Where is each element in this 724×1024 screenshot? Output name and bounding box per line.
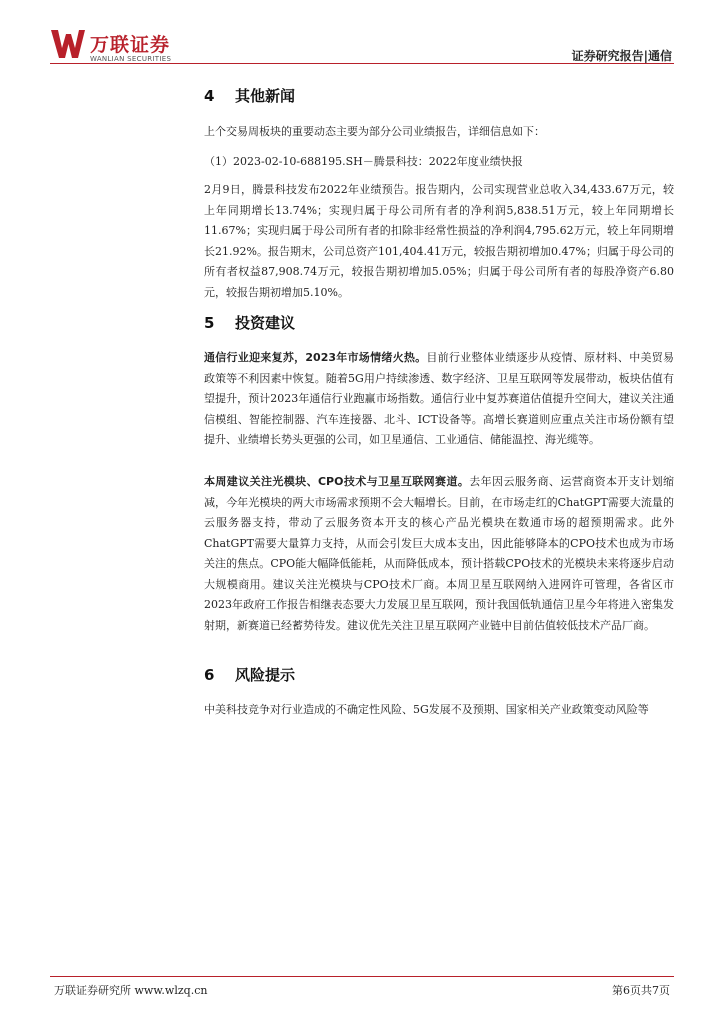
section-6-heading — [204, 664, 295, 685]
section-6-title: 风险提示 — [235, 666, 296, 684]
logo-brand-en: WANLIAN SECURITIES — [90, 55, 172, 63]
logo-w-icon — [50, 28, 86, 60]
risk-warning-body: 中美科技竞争对行业造成的不确定性风险、5G发展不及预期、国家相关产业政策变动风险等 — [204, 703, 649, 716]
section-4-intro: 上个交易周板块的重要动态主要为部分公司业绩报告，详细信息如下： — [204, 125, 545, 138]
footer-institute: 万联证券研究所 www.wlzq.cn — [54, 984, 208, 997]
section-4-news-body: 2月9日，腾景科技发布2022年业绩预告。报告期内，公司实现营业总收入34,433.67万元，较上年同期增长13.74%；实现归属于母公司所有者的净利润5,838.51万元，较上年同期增长11.67%；实现归属于母公司所有者的扣除非经常性损益的净利润4,795.62万元，较上年同期增长21.92%。报告期末，公司总资产101,404.41万元，较报告期初增加0.47%；归属于母公司的所有者权益87,908.74万元，较报告期初增加5.05%；归属于母公司所有者的每股净资产6.80元，较报告期初增加5.10%。 — [204, 183, 674, 299]
page-header — [0, 0, 724, 70]
section-5-heading — [204, 312, 295, 333]
company-logo — [50, 28, 210, 68]
section-6-number: 6 — [204, 666, 215, 684]
investment-paragraph-1-body: 目前行业整体业绩逐步从疫情、原材料、中美贸易政策等不利因素中恢复。随着5G用户持续渗透、数字经济、卫星互联网等发展带动，板块估值有望提升，预计2023年通信行业跑赢市场指数。通信行业中复苏赛道估值提升空间大，建议关注通信模组、智能控制器、汽车连接器、北斗、ICT设备等。高增长赛道则应重点关注市场份额有望提升、业绩增长势头更强的公司，如卫星通信、工业通信、储能温控、海光缆等。 — [204, 351, 674, 446]
section-4-subheading: （1）2023-02-10-688195.SH－腾景科技：2022年度业绩快报 — [204, 155, 523, 168]
investment-paragraph-2 — [204, 472, 674, 636]
section-4-title: 其他新闻 — [235, 87, 296, 105]
report-type-label: 证券研究报告|通信 — [571, 49, 672, 63]
investment-paragraph-1 — [204, 348, 674, 451]
section-4-heading — [204, 85, 295, 106]
investment-paragraph-2-body: 去年因云服务商、运营商资本开支计划缩减，今年光模块的两大市场需求预期不会大幅增长。目前，在市场走红的ChatGPT需要大流量的云服务器支持，带动了云服务资本开支的核心产品光模块在数通市场的超预期需求。此外ChatGPT需要大量算力支持，从而会引发巨大成本支出，因此能够降本的CPO技术也成为市场关注的焦点。CPO能大幅降低能耗，从而降低成本，预计搭载CPO技术的光模块未来将逐步启动大规模商用。建议关注光模块与CPO技术厂商。本周卫星互联网纳入进网许可管理，各省区市2023年政府工作报告相继表态要大力发展卫星互联网，预计我国低轨通信卫星今年将进入密集发射期，新赛道已经蓄势待发。建议优先关注卫星互联网产业链中目前估值较低技术产品厂商。 — [204, 475, 675, 632]
footer-divider — [50, 976, 674, 977]
section-5-title: 投资建议 — [235, 314, 296, 332]
section-5-number: 5 — [204, 314, 215, 332]
investment-paragraph-1-lead: 通信行业迎来复苏，2023年市场情绪火热。 — [204, 351, 427, 364]
logo-brand-cn: 万联证券 — [90, 34, 171, 56]
header-divider — [50, 63, 674, 64]
investment-paragraph-2-lead: 本周建议关注光模块、CPO技术与卫星互联网赛道。 — [204, 475, 470, 488]
section-4-number: 4 — [204, 87, 215, 105]
footer-page-number: 第6页共7页 — [612, 984, 670, 997]
